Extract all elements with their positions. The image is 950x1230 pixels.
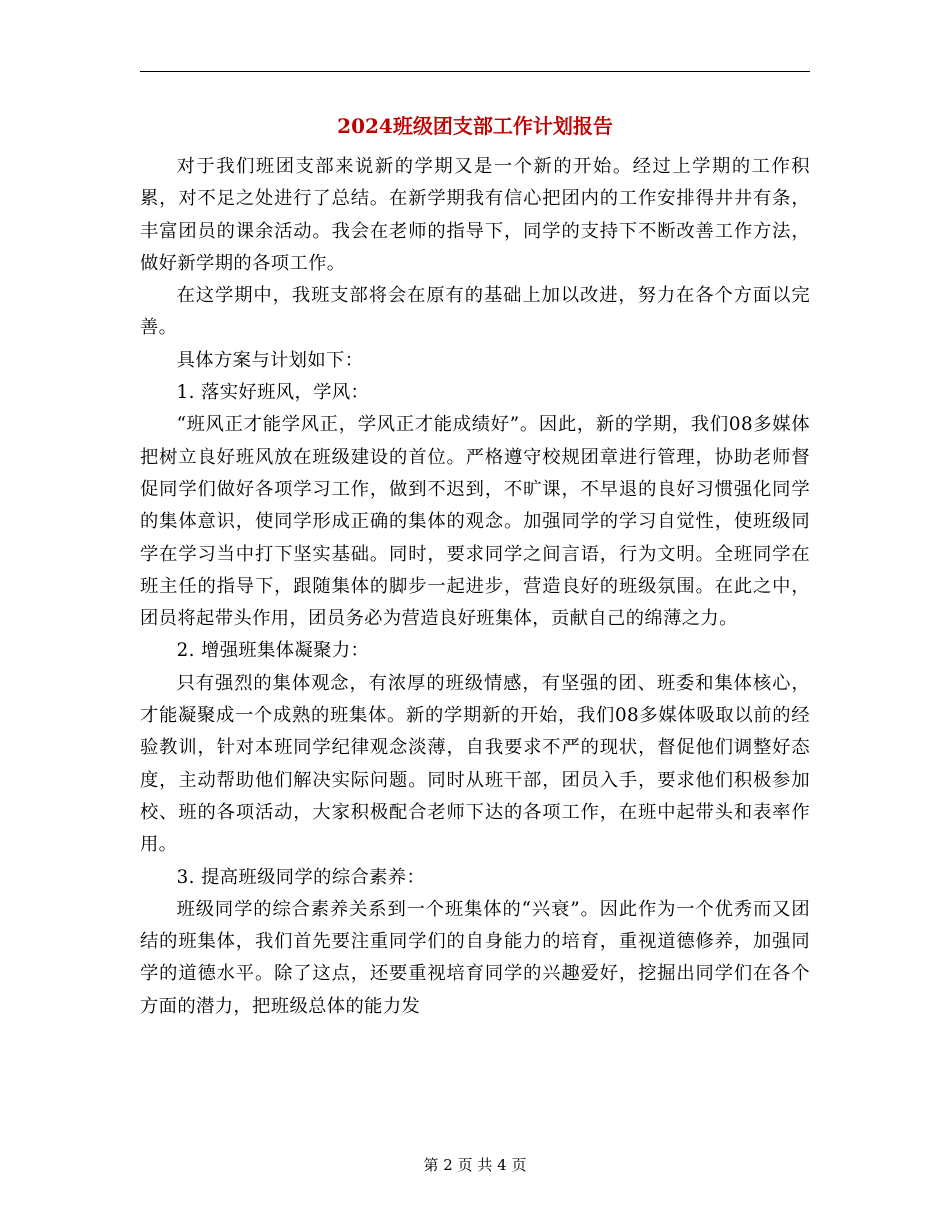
paragraph-intro: 对于我们班团支部来说新的学期又是一个新的开始。经过上学期的工作积累，对不足之处进行了总结。在新学期我有信心把团内的工作安排得井井有条，丰富团员的课余活动。我会在老师的指导下，同学的支持下不断改善工作方法，做好新学期的各项工作。	[140, 156, 810, 274]
header-rule	[140, 71, 810, 72]
page-number: 第 2 页 共 4 页	[423, 1156, 527, 1174]
document-title: 2024班级团支部工作计划报告	[337, 114, 613, 138]
paragraph-improve: 在这学期中，我班支部将会在原有的基础上加以改进，努力在各个方面以完善。	[140, 285, 810, 339]
section-heading-1: 1. 落实好班风，学风：	[176, 382, 370, 404]
paragraph-section-1: “班风正才能学风正，学风正才能成绩好”。因此，新的学期，我们08多媒体把树立良好班风放在班级建设的首位。严格遵守校规团章进行管理，协助老师督促同学们做好各项学习工作，做到不迟到，不旷课，不早退的良好习惯强化同学的集体意识，使同学形成正确的集体的观念。加强同学的学习自觉性，使班级同学在学习当中打下坚实基础。同时，要求同学之间言语，行为文明。全班同学在班主任的指导下，跟随集体的脚步一起进步，营造良好的班级氛围。在此之中，团员将起带头作用，团员务必为营造良好班集体，贡献自己的绵薄之力。	[140, 414, 810, 630]
paragraph-section-3: 班级同学的综合素养关系到一个班集体的“兴衰”。因此作为一个优秀而又团结的班集体，我们首先要注重同学们的自身能力的培育，重视道德修养，加强同学的道德水平。除了这点，还要重视培育同学的兴趣爱好，挖掘出同学们在各个方面的潜力，把班级总体的能力发	[140, 898, 810, 1017]
document-body	[140, 151, 810, 1023]
paragraph-plan-intro: 具体方案与计划如下：	[176, 349, 364, 371]
section-heading-3: 3. 提高班级同学的综合素养：	[176, 866, 426, 888]
section-heading-2: 2. 增强班集体凝聚力：	[176, 640, 370, 662]
paragraph-section-2: 只有强烈的集体观念，有浓厚的班级情感，有坚强的团、班委和集体核心，才能凝聚成一个成熟的班集体。新的学期新的开始，我们08多媒体吸取以前的经验教训，针对本班同学纪律观念淡薄，自我要求不严的现状，督促他们调整好态度，主动帮助他们解决实际问题。同时从班干部，团员入手，要求他们积极参加校、班的各项活动，大家积极配合老师下达的各项工作，在班中起带头和表率作用。	[140, 672, 810, 856]
